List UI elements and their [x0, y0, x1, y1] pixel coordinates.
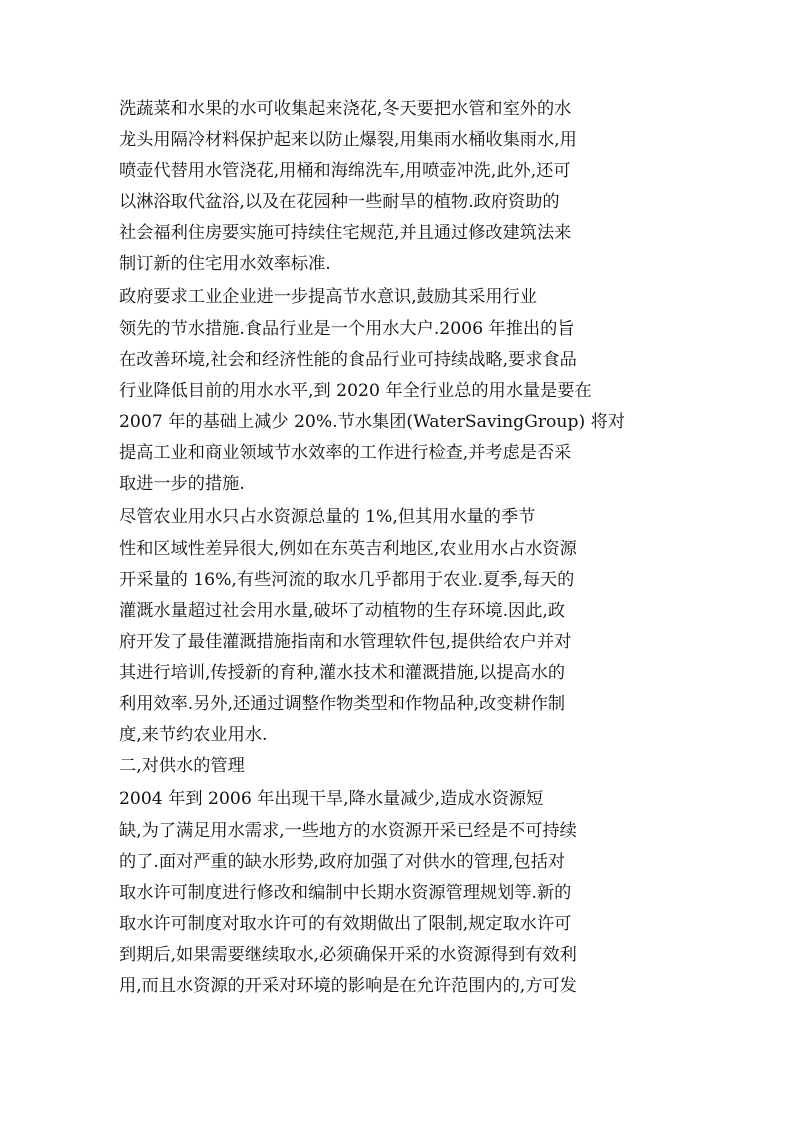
- paragraph-start-line: 尽管农业用水只占水资源总量的 1%,但其用水量的季节: [119, 507, 536, 527]
- text-line: 喷壶代替用水管浇花,用桶和海绵洗车,用喷壶冲洗,此外,还可: [119, 161, 571, 181]
- text-line: 性和区域性差异很大,例如在东英吉利地区,农业用水占水资源: [119, 539, 577, 559]
- text-line: 到期后,如果需要继续取水,必须确保开采的水资源得到有效利: [119, 945, 577, 965]
- text-line: 洗蔬菜和水果的水可收集起来浇花,冬天要把水管和室外的水: [119, 99, 572, 119]
- section-heading: 二,对供水的管理: [119, 756, 245, 776]
- text-line: 度,来节约农业用水.: [119, 725, 268, 745]
- text-line: 制订新的住宅用水效率标准.: [119, 254, 331, 274]
- text-line: 府开发了最佳灌溉措施指南和水管理软件包,提供给农户并对: [119, 632, 572, 652]
- text-line: 的了.面对严重的缺水形势,政府加强了对供水的管理,包括对: [119, 852, 566, 872]
- text-line: 在改善环境,社会和经济性能的食品行业可持续战略,要求食品: [119, 350, 577, 370]
- text-line: 社会福利住房要实施可持续住宅规范,并且通过修改建筑法来: [119, 223, 572, 243]
- text-line: 其进行培训,传授新的育种,灌水技术和灌溉措施,以提高水的: [119, 663, 566, 683]
- text-line: 取水许可制度进行修改和编制中长期水资源管理规划等.新的: [119, 883, 572, 903]
- paragraph-start-line: 2004 年到 2006 年出现干旱,降水量减少,造成水资源短: [119, 789, 544, 809]
- text-line: 龙头用隔冷材料保护起来以防止爆裂,用集雨水桶收集雨水,用: [119, 130, 577, 150]
- text-line: 2007 年的基础上减少 20%.节水集团(WaterSavingGroup) 将对: [119, 412, 626, 432]
- text-line: 缺,为了满足用水需求,一些地方的水资源开采已经是不可持续: [119, 821, 577, 841]
- text-line: 取进一步的措施.: [119, 474, 245, 494]
- text-line: 提高工业和商业领域节水效率的工作进行检查,并考虑是否采: [119, 443, 572, 463]
- text-line: 灌溉水量超过社会用水量,破坏了动植物的生存环境.因此,政: [119, 601, 566, 621]
- text-line: 取水许可制度对取水许可的有效期做出了限制,规定取水许可: [119, 914, 572, 934]
- paragraph-start-line: 政府要求工业企业进一步提高节水意识,鼓励其采用行业: [119, 287, 537, 307]
- text-line: 用,而且水资源的开采对环境的影响是在允许范围内的,方可发: [119, 976, 577, 996]
- text-line: 开采量的 16%,有些河流的取水几乎都用于农业.夏季,每天的: [119, 570, 575, 590]
- text-line: 行业降低目前的用水水平,到 2020 年全行业总的用水量是要在: [119, 381, 592, 401]
- text-line: 领先的节水措施.食品行业是一个用水大户.2006 年推出的旨: [119, 319, 575, 339]
- text-line: 以淋浴取代盆浴,以及在花园种一些耐旱的植物.政府资助的: [119, 192, 560, 212]
- text-line: 利用效率.另外,还通过调整作物类型和作物品种,改变耕作制: [119, 694, 566, 714]
